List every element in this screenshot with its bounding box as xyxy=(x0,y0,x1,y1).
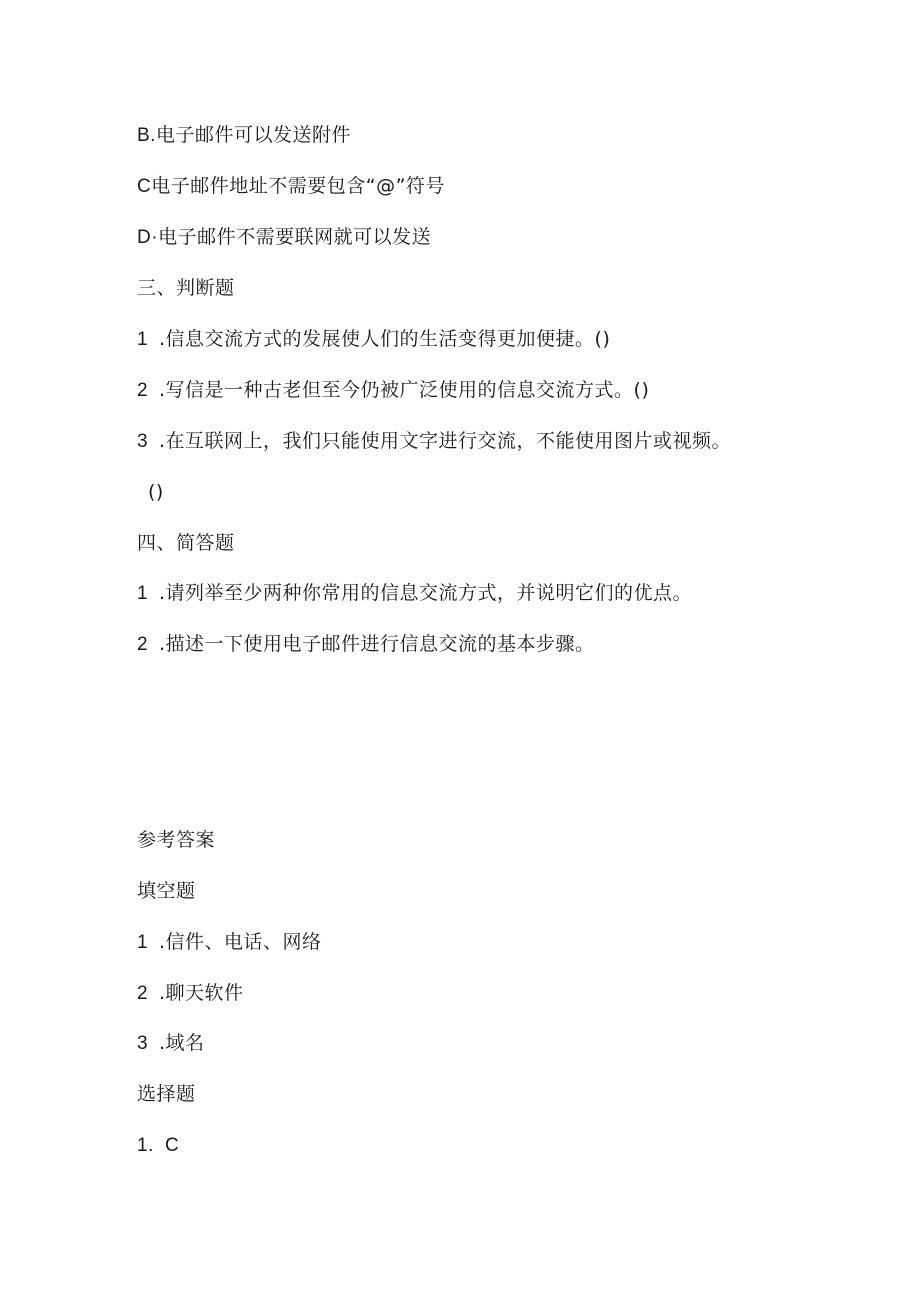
option-letter: D· xyxy=(137,227,159,248)
judgement-item-3 xyxy=(137,429,731,454)
option-d xyxy=(137,225,431,250)
option-b xyxy=(137,123,351,148)
short-answer-heading: 四、简答题 xyxy=(137,532,235,554)
item-number: 1. xyxy=(137,1135,154,1156)
item-number: 2 xyxy=(137,983,149,1004)
item-text: .描述一下使用电子邮件进行信息交流的基本步骤。 xyxy=(159,633,595,655)
item-text: .写信是一种古老但至今仍被广泛使用的信息交流方式。() xyxy=(159,379,650,401)
fill-blank-answer-2 xyxy=(137,981,244,1006)
judgement-heading: 三、判断题 xyxy=(137,277,235,299)
item-number: 2 xyxy=(137,380,149,401)
option-letter: C xyxy=(137,176,152,197)
item-text: .聊天软件 xyxy=(159,982,244,1004)
item-text: C xyxy=(165,1135,180,1156)
judgement-item-1 xyxy=(137,327,610,352)
item-text: .信件、电话、网络 xyxy=(159,931,322,953)
item-text: .请列举至少两种你常用的信息交流方式，并说明它们的优点。 xyxy=(159,582,693,604)
fill-blank-answer-1 xyxy=(137,930,322,955)
choice-heading: 选择题 xyxy=(137,1083,196,1105)
option-text: 电子邮件不需要联网就可以发送 xyxy=(158,226,432,248)
item-number: 3 xyxy=(137,1033,149,1054)
option-c xyxy=(137,174,445,199)
short-answer-item-2 xyxy=(137,632,595,657)
item-number: 1 xyxy=(137,329,149,350)
option-letter: B. xyxy=(137,125,156,146)
item-number: 2 xyxy=(137,634,149,655)
answers-heading: 参考答案 xyxy=(137,829,216,851)
item-text: .域名 xyxy=(159,1032,205,1054)
fill-blank-heading: 填空题 xyxy=(137,880,196,902)
item-text: .信息交流方式的发展使人们的生活变得更加便捷。() xyxy=(159,328,611,350)
item-number: 1 xyxy=(137,932,149,953)
item-number: 3 xyxy=(137,431,149,452)
choice-answer-1 xyxy=(137,1133,179,1158)
short-answer-item-1 xyxy=(137,581,692,606)
item-number: 1 xyxy=(137,583,149,604)
option-text: 电子邮件可以发送附件 xyxy=(155,124,351,146)
judgement-item-3-blank: () xyxy=(148,481,164,503)
item-text: .在互联网上，我们只能使用文字进行交流，不能使用图片或视频。 xyxy=(159,430,732,452)
fill-blank-answer-3 xyxy=(137,1031,205,1056)
judgement-item-2 xyxy=(137,378,649,403)
option-text: 电子邮件地址不需要包含“@”符号 xyxy=(151,175,445,197)
